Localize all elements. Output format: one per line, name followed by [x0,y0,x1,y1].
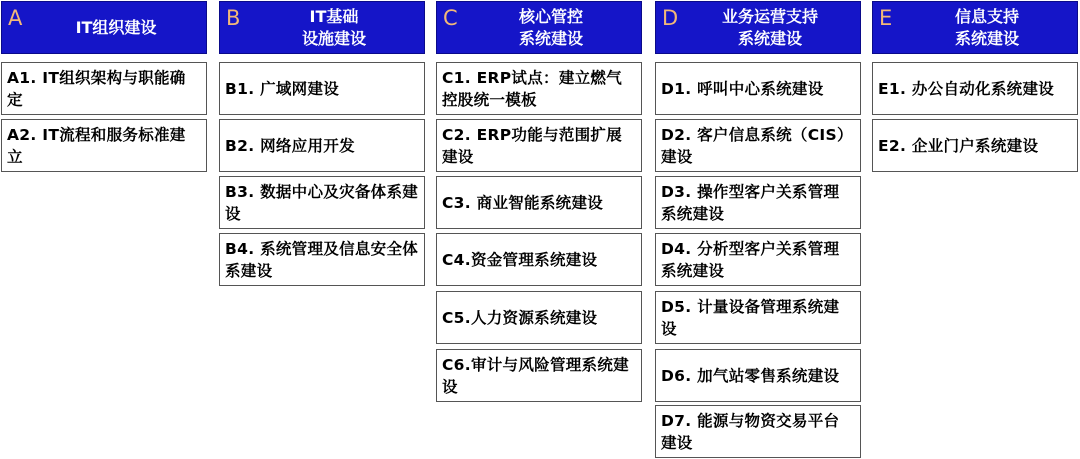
box-b1: B1. 广域网建设 [219,62,425,115]
header-c [436,1,642,54]
box-d5: D5. 计量设备管理系统建设 [655,291,861,344]
box-d1: D1. 呼叫中心系统建设 [655,62,861,115]
header-title-a: IT组织建设 [75,17,157,37]
header-d [655,1,861,54]
box-c4: C4.资金管理系统建设 [436,233,642,286]
header-letter-c: C [443,6,458,30]
header-title-e: 信息支持 系统建设 [954,6,1019,48]
box-b3: B3. 数据中心及灾备体系建设 [219,176,425,229]
box-c3: C3. 商业智能系统建设 [436,176,642,229]
header-title-d: 业务运营支持 系统建设 [721,6,818,48]
box-d2: D2. 客户信息系统（CIS）建设 [655,119,861,172]
header-a [1,1,207,54]
box-d4: D4. 分析型客户关系管理系统建设 [655,233,861,286]
box-b4: B4. 系统管理及信息安全体系建设 [219,233,425,286]
box-c6: C6.审计与风险管理系统建设 [436,349,642,402]
header-letter-b: B [226,6,241,30]
header-title-b: IT基础 设施建设 [301,6,366,48]
header-b [219,1,425,54]
box-a2: A2. IT流程和服务标准建立 [1,119,207,172]
box-c1: C1. ERP试点：建立燃气控股统一模板 [436,62,642,115]
box-c2: C2. ERP功能与范围扩展建设 [436,119,642,172]
header-letter-a: A [8,6,23,30]
header-e [872,1,1078,54]
box-e1: E1. 办公自动化系统建设 [872,62,1078,115]
box-d6: D6. 加气站零售系统建设 [655,349,861,402]
box-d7: D7. 能源与物资交易平台建设 [655,405,861,458]
header-title-c: 核心管控 系统建设 [518,6,583,48]
box-b2: B2. 网络应用开发 [219,119,425,172]
box-c5: C5.人力资源系统建设 [436,291,642,344]
header-letter-d: D [662,6,679,30]
box-d3: D3. 操作型客户关系管理系统建设 [655,176,861,229]
box-e2: E2. 企业门户系统建设 [872,119,1078,172]
header-letter-e: E [879,6,893,30]
box-a1: A1. IT组织架构与职能确定 [1,62,207,115]
